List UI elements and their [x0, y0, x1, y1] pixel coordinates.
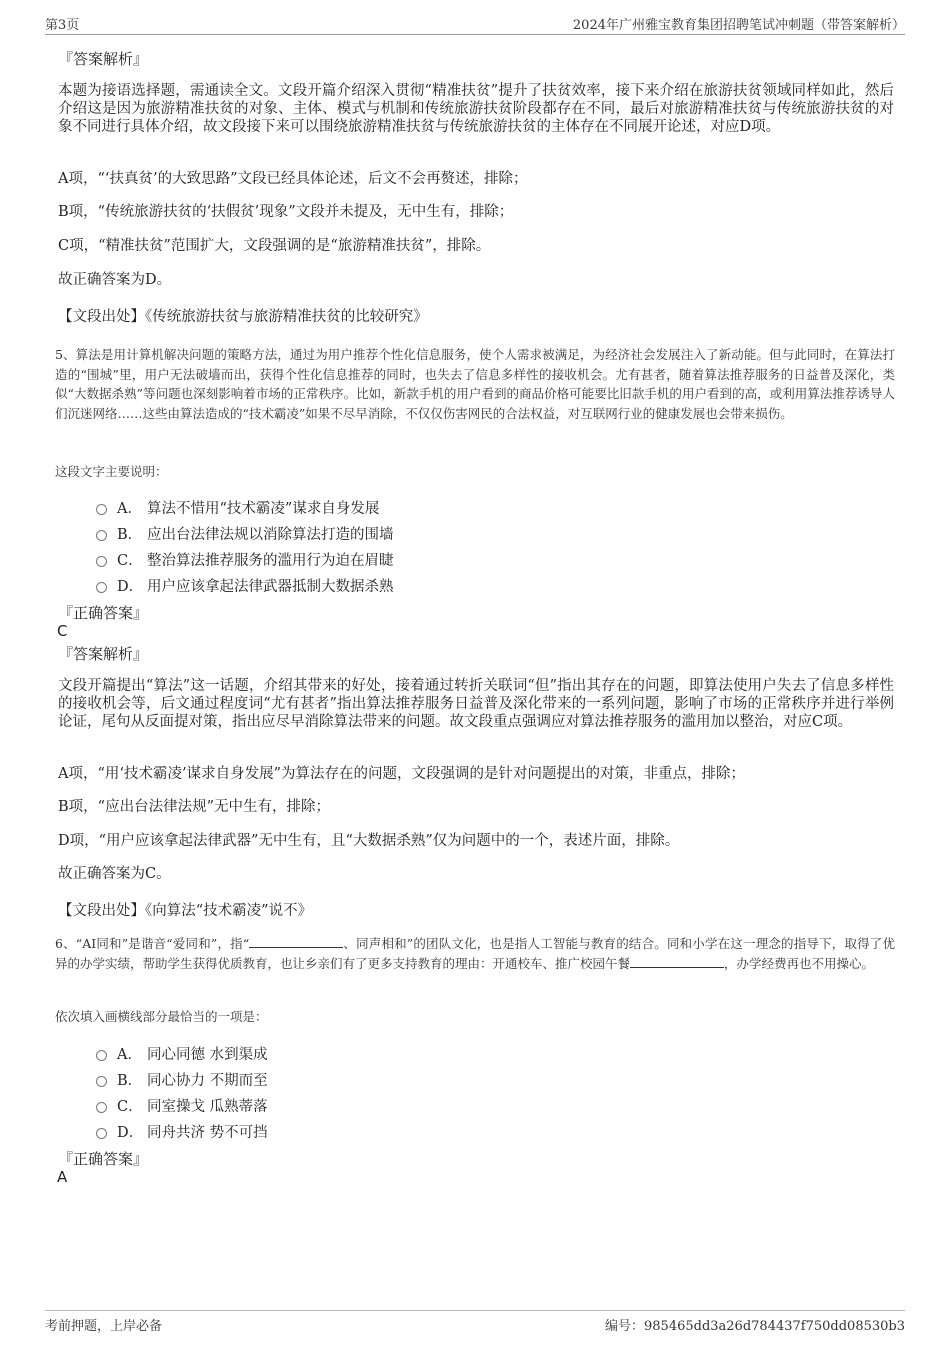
q5-prompt: 这段文字主要说明：	[55, 464, 168, 479]
q6-answer: A	[57, 1168, 68, 1186]
q5-option-c[interactable]: C． 整治算法推荐服务的滥用行为迫在眉睫	[96, 549, 394, 570]
q5-option-a[interactable]: A． 算法不惜用“技术霸凌”谋求自身发展	[96, 497, 379, 518]
q5-option-d[interactable]: D． 用户应该拿起法律武器抵制大数据杀熟	[96, 575, 394, 596]
q6-option-d[interactable]: D． 同舟共济 势不可挡	[96, 1121, 268, 1142]
radio-icon[interactable]	[96, 1050, 107, 1061]
q5-analysis-d: D项，“用户应该拿起法律武器”无中生有，且“大数据杀熟”仅为问题中的一个，表述片面，排除。	[58, 833, 680, 849]
fill-blank-1[interactable]	[249, 935, 343, 948]
radio-icon[interactable]	[96, 556, 107, 567]
q5-analysis-main: 文段开篇提出“算法”这一话题，介绍其带来的好处，接着通过转折关联词“但”指出其存在的问题，即算法使用户失去了信息多样性的接收机会等，后文通过程度词“尤有甚者”指出算法推荐服务日益普及深化带来的一系列问题，影响了市场的正常秩序并进行举例论证，尾句从反面提对策，指出应尽早消除算法带来的问题。故文段重点强调应对算法推荐服务的滥用加以整治，对应C项。	[58, 678, 894, 730]
q6-prompt: 依次填入画横线部分最恰当的一项是：	[55, 1009, 268, 1024]
fill-blank-2[interactable]	[630, 955, 724, 968]
q5-source: 【文段出处】《向算法“技术霸凌”说不》	[58, 903, 313, 919]
q4-analysis-main: 本题为接语选择题，需通读全文。文段开篇介绍深入贯彻“精准扶贫”提升了扶贫效率，接下来介绍在旅游扶贫领域同样如此，然后介绍这是因为旅游精准扶贫的对象、主体、模式与机制和传统旅游扶贫阶段都存在不同，最后对旅游精准扶贫与传统旅游扶贫的对象不同进行具体介绍，故文段接下来可以围绕旅游精准扶贫与传统旅游扶贫的主体存在不同展开论述，对应D项。	[58, 83, 894, 135]
radio-icon[interactable]	[96, 1102, 107, 1113]
q4-analysis-c: C项，“精准扶贫”范围扩大，文段强调的是“旅游精准扶贫”，排除。	[58, 238, 491, 254]
radio-icon[interactable]	[96, 530, 107, 541]
radio-icon[interactable]	[96, 504, 107, 515]
radio-icon[interactable]	[96, 1076, 107, 1087]
page-footer	[45, 1310, 905, 1335]
footer-slogan: 考前押题，上岸必备	[45, 1319, 163, 1334]
q4-analysis-a: A项，“‘扶真贫’的大致思路”文段已经具体论述，后文不会再赘述，排除；	[58, 171, 528, 187]
q5-stem: 5、算法是用计算机解决问题的策略方法，通过为用户推荐个性化信息服务，使个人需求被满足，为经济社会发展注入了新动能。但与此同时，在算法打造的“围城”里，用户无法破墙而出，获得个性化信息推荐的同时，也失去了信息多样性的接收机会。尤有甚者，随着算法推荐服务的日益普及深化，类似“大数据杀熟”等问题也深刻影响着市场的正常秩序。比如，新款手机的用户看到的商品价格可能要比旧款手机的用户看到的高，或利用算法推荐诱导人们沉迷网络……这些由算法造成的“技术霸凌”如果不尽早消除，不仅仅伤害网民的合法权益，对互联网行业的健康发展也会带来损伤。	[55, 347, 895, 421]
document-title: 2024年广州雅宝教育集团招聘笔试冲刺题（带答案解析）	[572, 18, 905, 33]
correct-answer-label: 『正确答案』	[58, 604, 149, 622]
q5-analysis-b: B项，“应出台法律法规”无中生有，排除；	[58, 799, 330, 815]
radio-icon[interactable]	[96, 582, 107, 593]
document-id: 编号：985465dd3a26d784437f750dd08530b3	[605, 1319, 905, 1334]
q5-analysis-a: A项，“用‘技术霸凌’谋求自身发展”为算法存在的问题，文段强调的是针对问题提出的对策，非重点，排除；	[58, 766, 746, 782]
analysis-label: 『答案解析』	[58, 50, 149, 68]
q6-option-b[interactable]: B． 同心协力 不期而至	[96, 1069, 268, 1090]
q5-option-b[interactable]: B． 应出台法律法规以消除算法打造的围墙	[96, 523, 394, 544]
q5-conclusion: 故正确答案为C。	[58, 866, 171, 882]
correct-answer-label: 『正确答案』	[58, 1150, 149, 1168]
q5-answer: C	[57, 622, 68, 640]
q6-option-c[interactable]: C． 同室操戈 瓜熟蒂落	[96, 1095, 268, 1116]
page-header	[45, 12, 905, 35]
page-number: 第3页	[45, 18, 80, 33]
q4-conclusion: 故正确答案为D。	[58, 272, 172, 288]
q4-analysis-b: B项，“传统旅游扶贫的‘扶假贫’现象”文段并未提及，无中生有，排除；	[58, 204, 514, 220]
q4-source: 【文段出处】《传统旅游扶贫与旅游精准扶贫的比较研究》	[58, 309, 428, 325]
analysis-label: 『答案解析』	[58, 645, 149, 663]
radio-icon[interactable]	[96, 1128, 107, 1139]
q6-stem: 6、“AI同和”是谐音“爱同和”，指“ 、同声相和”的团队文化，也是指人工智能与教育的结合。同和小学在这一理念的指导下，取得了优异的办学实绩，帮助学生获得优质教育，也让乡亲们有了更多支持教育的理由：开通校车、推广校园午餐 ，办学经费再也不用操心。	[55, 936, 895, 971]
q6-option-a[interactable]: A． 同心同德 水到渠成	[96, 1043, 268, 1064]
